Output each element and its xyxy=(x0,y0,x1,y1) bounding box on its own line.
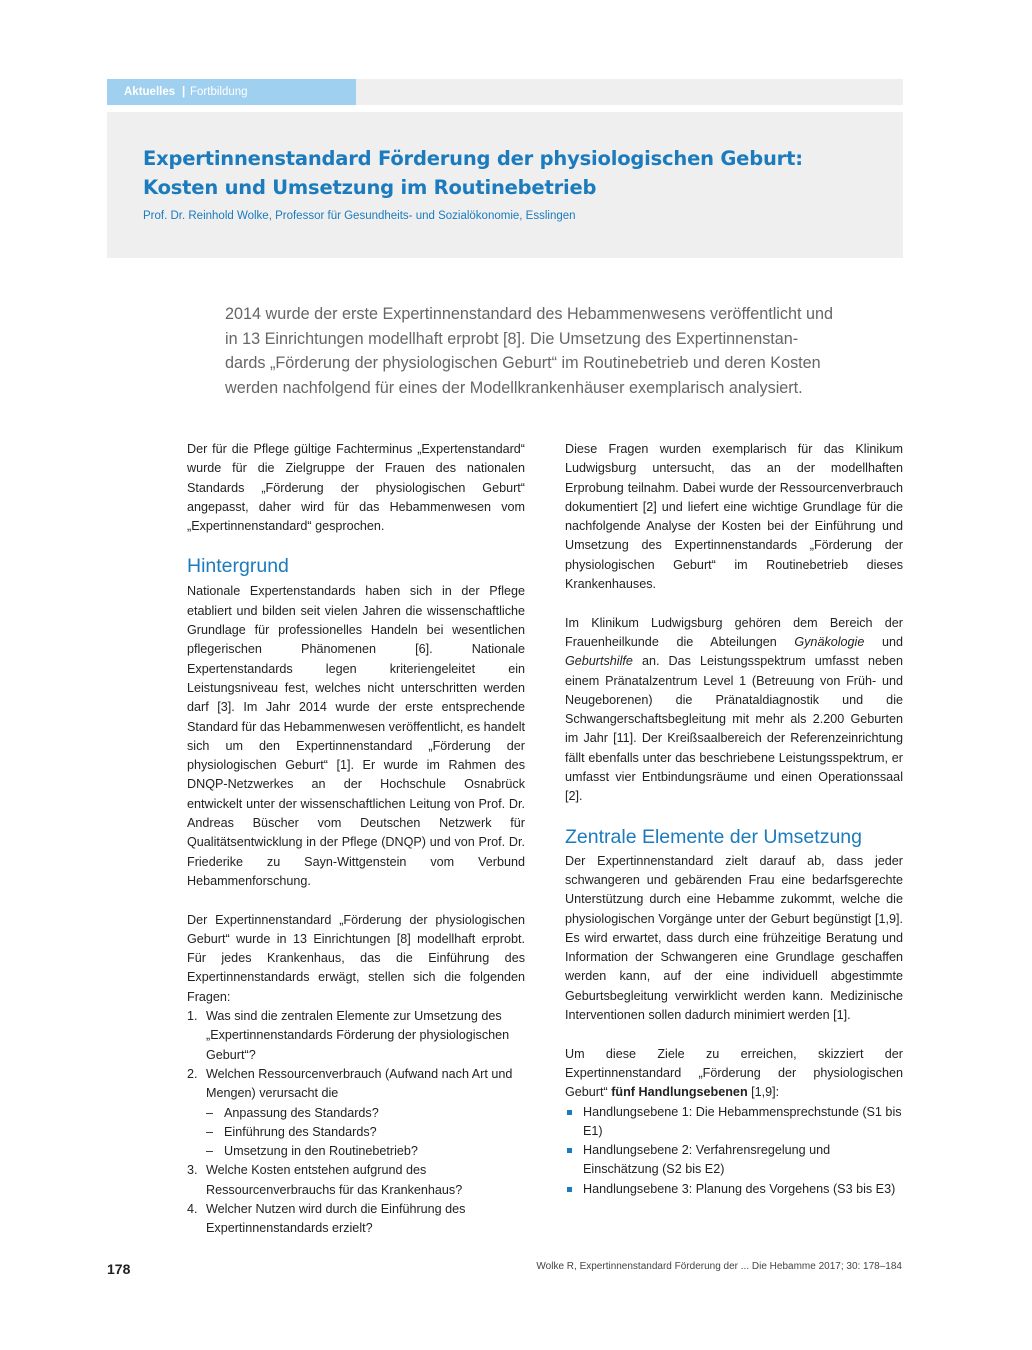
heading-zentrale-elemente: Zentrale Elemente der Umsetzung xyxy=(565,825,862,848)
section-bar xyxy=(107,79,903,105)
abstract-line: in 13 Einrichtungen modellhaft erprobt [8]. Die Umsetzung des Expertinnenstan- xyxy=(225,329,799,348)
text-run: Um diese Ziele zu erreichen, skizziert der Expertinnenstandard „Förderung der physiologischen Geburt“ xyxy=(565,1046,903,1100)
section-separator: | xyxy=(182,86,186,98)
emphasis-geburtshilfe: Geburtshilfe xyxy=(565,654,633,669)
list-item-text: Handlungsebene 2: Verfahrensregelung und Einschätzung (S2 bis E2) xyxy=(583,1143,831,1177)
levels-list xyxy=(565,1103,903,1199)
dash-marker: – xyxy=(206,1124,214,1139)
intro-paragraph: Der für die Pflege gültige Fachterminus „Expertenstandard“ wurde für die Zielgruppe der Frauen des nationalen Standards „Förderung der physiologischen Geburt“ angepasst, daher wird für das Hebammenwesen vom „Expertinnenstandard“ gesprochen. xyxy=(187,442,525,534)
goals-paragraph: Der Expertinnenstandard zielt darauf ab, dass jeder schwangeren und gebärenden Frau eine bedarfsgerechte Unterstützung durch eine Hebamme zukommt, welche die physiologischen Vorgänge unter der Geburt begünstigt [1,9]. Es wird erwartet, dass durch eine frühzeitige Beratung und Information der Schwangeren eine Grundlage geschaffen werden kann, auf der eine individuell abgestimmte Geburtsbegleitung verwirklicht werden kann. Medizinische Interventionen sollen dadurch minimiert werden [1]. xyxy=(565,853,903,1023)
list-item xyxy=(187,1065,525,1161)
levels-intro-paragraph xyxy=(565,1045,903,1103)
page-number: 178 xyxy=(107,1261,131,1277)
list-item xyxy=(565,1141,903,1180)
sub-list-item xyxy=(206,1142,525,1161)
questions-list xyxy=(187,1007,525,1239)
questions-intro-paragraph: Der Expertinnenstandard „Förderung der physiologischen Geburt“ wurde in 13 Einrichtungen [8] modellhaft erprobt. Für jedes Krankenhaus, das die Einführung des Expertinnenstandards erwägt, stellen sich die folgenden Fragen: xyxy=(187,912,525,1004)
left-column xyxy=(187,440,525,1239)
abstract xyxy=(225,302,885,400)
sub-list xyxy=(206,1104,525,1162)
list-item xyxy=(565,1103,903,1142)
article-title xyxy=(143,144,883,202)
list-number: 1. xyxy=(187,1009,198,1024)
background-paragraph: Nationale Expertenstandards haben sich in der Pflege etabliert und bilden seit vielen Jahren die wissenschaftliche Grundlage für professionelles Handeln bei wesentlichen pflegerischen Phänomenen [6]. Nationale Expertenstandards legen kriteriengeleitet ein Leistungsniveau fest, welches nicht unterschritten werden darf [3]. Im Jahr 2014 wurde der erste entsprechende Standard für das Hebammenwesen veröffentlicht, es handelt sich um den Expertinnenstandard „Förderung der physiologischen Geburt“ [1]. Er wurde im Rahmen des DNQP-Netzwerkes an der Hochschule Osnabrück entwickelt unter der wissenschaftlichen Leitung von Prof. Dr. Andreas Büscher vom Deutschen Netzwerk für Qualitätsentwicklung in der Pflege (DNQP) und von Prof. Dr. Friederike zu Sayn-Wittgenstein vom Verbund Hebammenforschung. xyxy=(187,584,525,888)
study-paragraph: Diese Fragen wurden exemplarisch für das Klinikum Ludwigsburg untersucht, das an der modellhaften Erprobung teilnahm. Dabei wurde der Ressourcenverbrauch dokumentiert [2] und liefert eine wichtige Grundlage für die nachfolgende Analyse der Kosten bei der Einführung und Umsetzung des Expertinnenstandards „Förderung der physiologischen Geburt“ im Routinebetrieb dieses Krankenhauses. xyxy=(565,442,903,592)
bullet-square-icon xyxy=(567,1110,572,1115)
title-line-2: Kosten und Umsetzung im Routinebetrieb xyxy=(143,176,597,199)
abstract-line: dards „Förderung der physiologischen Geburt“ im Routinebetrieb und deren Kosten xyxy=(225,354,821,372)
list-number: 2. xyxy=(187,1066,198,1081)
author-line: Prof. Dr. Reinhold Wolke, Professor für Gesundheits- und Sozialökonomie, Esslingen xyxy=(143,210,576,222)
list-item xyxy=(187,1161,525,1200)
heading-hintergrund: Hintergrund xyxy=(187,555,289,578)
list-number: 3. xyxy=(187,1163,198,1178)
title-line-1: Expertinnenstandard Förderung der physiologischen Geburt: xyxy=(143,147,803,170)
list-item-text: Welche Kosten entstehen aufgrund des Ressourcenverbrauchs für das Krankenhaus? xyxy=(206,1163,463,1197)
list-item xyxy=(187,1200,525,1239)
sub-list-item xyxy=(206,1123,525,1142)
bullet-square-icon xyxy=(567,1148,572,1153)
bold-handlungsebenen: fünf Handlungsebenen xyxy=(611,1085,748,1100)
list-item-text: Welcher Nutzen wird durch die Einführung des Expertinnenstandards erzielt? xyxy=(206,1201,466,1236)
bullet-square-icon xyxy=(567,1187,572,1192)
abstract-line: 2014 wurde der erste Expertinnenstandard des Hebammenwesens veröffentlicht und xyxy=(225,305,833,323)
list-item-text: Handlungsebene 1: Die Hebammensprechstunde (S1 bis E1) xyxy=(583,1104,902,1138)
list-item-text: Welchen Ressourcenverbrauch (Aufwand nach Art und Mengen) verursacht die xyxy=(206,1066,513,1101)
text-run: und xyxy=(864,634,903,649)
abstract-line: werden nachfolgend für eines der Modellkrankenhäuser exemplarisch analysiert. xyxy=(225,378,803,397)
sub-list-text: Anpassung des Standards? xyxy=(224,1105,379,1120)
dash-marker: – xyxy=(206,1105,214,1120)
section-label: Aktuelles xyxy=(124,86,176,98)
clinic-paragraph xyxy=(565,614,903,807)
list-item-text: Was sind die zentralen Elemente zur Umsetzung des „Expertinnenstandards Förderung der physiologischen Geburt“? xyxy=(206,1009,510,1062)
list-item xyxy=(187,1007,525,1065)
list-number: 4. xyxy=(187,1201,198,1216)
list-item xyxy=(565,1180,903,1199)
sub-list-text: Einführung des Standards? xyxy=(224,1124,377,1139)
section-tag xyxy=(107,79,356,105)
text-run: an. Das Leistungsspektrum umfasst neben einem Pränatalzentrum Level 1 (Betreuung von Früh- und Neugeborenen) die Pränataldiagnostik und die Schwangerschaftsbegleitung mit mehr als 2.200 Geburten im Jahr [11]. Der Kreißsaalbereich der Referenzeinrichtung fällt ebenfalls unter das beschriebene Leistungsspektrum, er umfasst vier Entbindungsräume und einen Operationssaal [2]. xyxy=(565,654,903,804)
article-header xyxy=(107,112,903,258)
footer-citation: Wolke R, Expertinnenstandard Förderung der ... Die Hebamme 2017; 30: 178–184 xyxy=(536,1261,902,1272)
emphasis-gynaekologie: Gynäkologie xyxy=(794,634,865,649)
list-item-text: Handlungsebene 3: Planung des Vorgehens (S3 bis E3) xyxy=(583,1181,896,1196)
text-run: [1,9]: xyxy=(747,1085,780,1100)
dash-marker: – xyxy=(206,1144,214,1159)
right-column xyxy=(565,440,903,1199)
text-run: Im Klinikum Ludwigsburg gehören dem Bereich der Frauenheilkunde die Abteilungen xyxy=(565,615,903,649)
sub-list-text: Umsetzung in den Routinebetrieb? xyxy=(224,1144,418,1159)
subsection-label: Fortbildung xyxy=(190,86,248,98)
sub-list-item xyxy=(206,1104,525,1123)
